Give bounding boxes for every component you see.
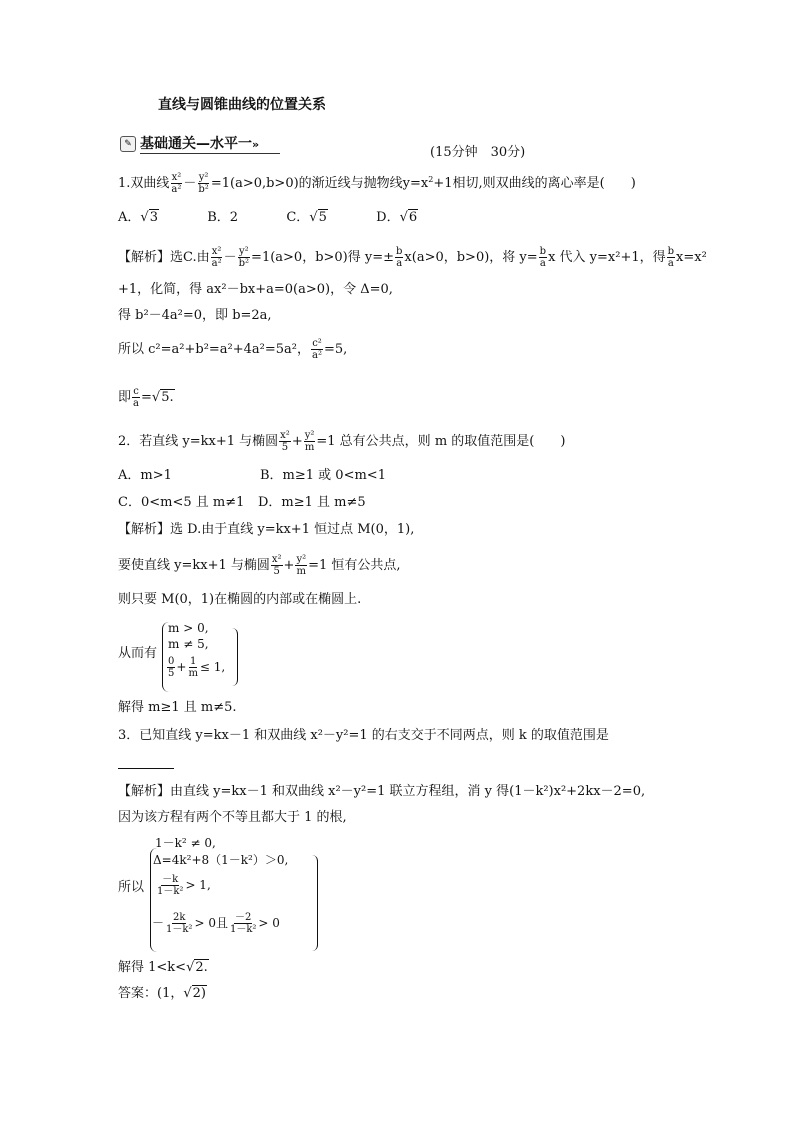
page-title: 直线与圆锥曲线的位置关系	[158, 97, 326, 113]
q2-option-a: A．m>1	[118, 468, 172, 483]
q2-system-line3: $\frac{0}{5}$ + $\frac{1}{m}$ ≤ 1,	[168, 656, 226, 679]
q2-solution-line1: 【解析】选 D.由于直线 y=kx+1 恒过点 M(0，1),	[118, 522, 415, 537]
q3-system-line4: － $\frac{2k}{\text{1－k²}}$ > 0且 $\frac{-2}{\text{1－k²}}$ > 0	[152, 912, 280, 935]
time-score: (15分钟 30分)	[430, 145, 526, 160]
bulb-icon: ✎	[120, 136, 136, 152]
q2-option-d: D．m≥1 且 m≠5	[258, 495, 366, 510]
q3-solution-line1: 【解析】由直线 y=kx－1 和双曲线 x²－y²=1 联立方程组，消 y 得(1－k²)x²+2kx－2=0,	[118, 784, 646, 799]
q2-result: 解得 m≥1 且 m≠5.	[118, 700, 237, 715]
q2-system-brace-right	[232, 628, 238, 686]
q1-solution-line5: 即 $\frac{c}{a}$ =√5.	[118, 386, 174, 409]
section-underline	[140, 153, 280, 154]
section-label: 基础通关—水平一	[140, 136, 252, 152]
q1-stem: 1.双曲线 $\frac{\text{x²}}{\text{a²}}$ － $\frac{\text{y²}}{\text{b²}}$ =1(a>0,b>0)的渐近线与抛物线$y=x^2+1$相切,则双曲线的离心率是( )	[118, 172, 636, 195]
q3-so-label: 所以	[118, 880, 145, 895]
q1-options	[118, 210, 418, 226]
q3-answer-blank	[118, 756, 174, 774]
q2-system-line1: m > 0,	[168, 621, 209, 635]
q3-result: 解得 1<k<√2.	[118, 960, 208, 975]
q1-solution-line4: 所以 c²=a²+b²=a²+4a²=5a²， $\frac{\text{c²}}{\text{a²}}$ =5,	[118, 338, 348, 361]
section-header	[120, 135, 290, 153]
q2-solution-line3: 则只要 M(0，1)在椭圆的内部或在椭圆上.	[118, 592, 362, 607]
q3-system-line3: $\frac{-k}{\text{1－k²}}$ > 1,	[157, 874, 211, 897]
q3-stem: 3．已知直线 y=kx－1 和双曲线 x²－y²=1 的右支交于不同两点，则 k 的取值范围是	[118, 728, 609, 743]
q2-solution-line2: 要使直线 y=kx+1 与椭圆 $\frac{\text{x²}}{5}$ + $\frac{\text{y²}}{m}$ =1 恒有公共点,	[118, 554, 401, 577]
q2-option-c: C．0<m<5 且 m≠1	[118, 495, 245, 510]
q1-option-b: B．2	[207, 210, 239, 225]
q3-solution-line2: 因为该方程有两个不等且都大于 1 的根,	[118, 810, 347, 825]
q2-from-label: 从而有	[118, 646, 158, 661]
q3-system-line2: Δ=4k²+8（1－k²）＞0,	[153, 853, 289, 867]
q1-option-d: D．√6	[376, 210, 418, 225]
q1-solution-line1: 【解析】选C.由 $\frac{\text{x²}}{\text{a²}}$ － $\frac{\text{y²}}{\text{b²}}$ =1(a>0，b>0)得 y=± $\frac{b}{a}$ x(a>0，b>0)，将 y= $\frac{b}{a}$ x 代入 y=x²+1，得 $\frac{b}{a}$ x=x²	[118, 246, 707, 269]
q3-system-brace-right	[312, 855, 318, 951]
q1-solution-line2: +1，化简，得 ax²－bx+a=0(a>0)，令 Δ=0,	[118, 282, 393, 297]
q1-option-a: A．√3	[118, 210, 158, 225]
q1-option-c: C．√5	[286, 210, 327, 225]
q2-stem: 2．若直线 y=kx+1 与椭圆 $\frac{\text{x²}}{5}$ + $\frac{\text{y²}}{m}$ =1 总有公共点，则 m 的取值范围是( )	[118, 430, 566, 453]
q3-answer: 答案：(1，√2)	[118, 986, 206, 1001]
q3-system-line1: 1－k² ≠ 0,	[155, 836, 216, 850]
q2-system-line2: m ≠ 5,	[168, 637, 209, 651]
q1-solution-line3: 得 b²－4a²=0，即 b=2a,	[118, 308, 272, 323]
double-arrow-icon: »	[252, 138, 260, 151]
q2-option-b: B．m≥1 或 0<m<1	[260, 468, 386, 483]
